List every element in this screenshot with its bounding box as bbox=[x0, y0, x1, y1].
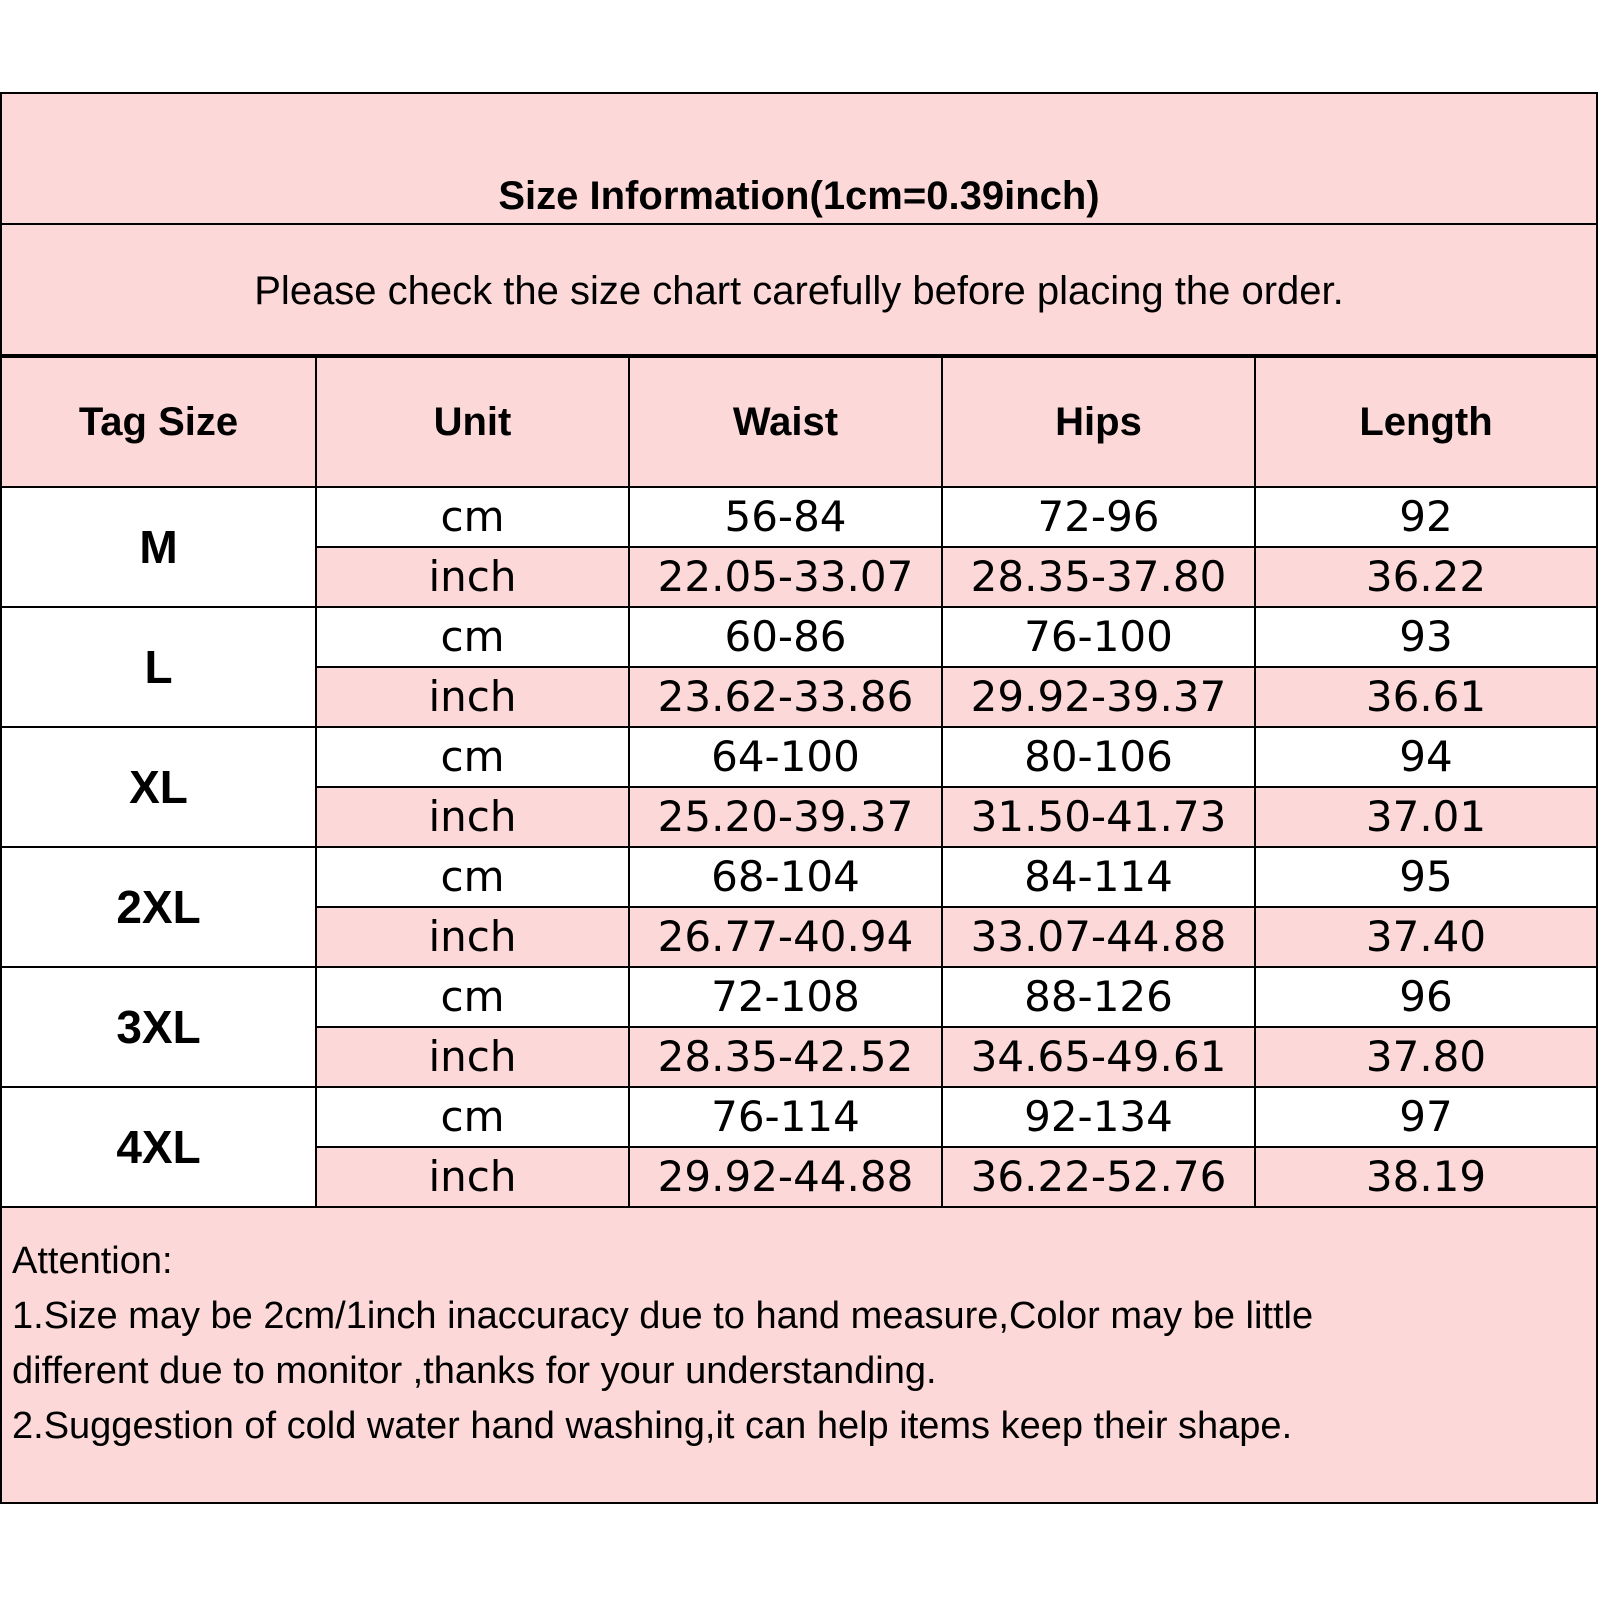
waist-cell: 22.05-33.07 bbox=[629, 547, 942, 607]
header-tag-size: Tag Size bbox=[2, 357, 316, 487]
hips-cell: 76-100 bbox=[942, 607, 1255, 667]
unit-cell: inch bbox=[316, 1027, 629, 1087]
table-row bbox=[2, 847, 1596, 907]
hips-cell: 28.35-37.80 bbox=[942, 547, 1255, 607]
size-chart bbox=[0, 92, 1598, 1504]
attention-line: different due to monitor ,thanks for your understanding. bbox=[12, 1350, 937, 1392]
table-row bbox=[2, 607, 1596, 667]
length-cell: 94 bbox=[1255, 727, 1596, 787]
unit-cell: cm bbox=[316, 727, 629, 787]
waist-cell: 23.62-33.86 bbox=[629, 667, 942, 727]
waist-cell: 56-84 bbox=[629, 487, 942, 547]
unit-cell: cm bbox=[316, 967, 629, 1027]
header-unit: Unit bbox=[316, 357, 629, 487]
waist-cell: 25.20-39.37 bbox=[629, 787, 942, 847]
length-cell: 95 bbox=[1255, 847, 1596, 907]
unit-cell: cm bbox=[316, 607, 629, 667]
length-cell: 37.40 bbox=[1255, 907, 1596, 967]
unit-cell: cm bbox=[316, 847, 629, 907]
header-waist: Waist bbox=[629, 357, 942, 487]
chart-subtitle: Please check the size chart carefully before placing the order. bbox=[254, 269, 1344, 313]
title-band bbox=[2, 94, 1596, 225]
length-cell: 97 bbox=[1255, 1087, 1596, 1147]
tag-size-cell: M bbox=[2, 487, 316, 607]
tag-size-cell: XL bbox=[2, 727, 316, 847]
hips-cell: 29.92-39.37 bbox=[942, 667, 1255, 727]
attention-notes bbox=[12, 1234, 1586, 1454]
size-table bbox=[2, 356, 1596, 1208]
hips-cell: 72-96 bbox=[942, 487, 1255, 547]
length-cell: 38.19 bbox=[1255, 1147, 1596, 1207]
attention-line: 2.Suggestion of cold water hand washing,it can help items keep their shape. bbox=[12, 1405, 1293, 1447]
hips-cell: 88-126 bbox=[942, 967, 1255, 1027]
unit-cell: inch bbox=[316, 907, 629, 967]
waist-cell: 26.77-40.94 bbox=[629, 907, 942, 967]
table-row bbox=[2, 1087, 1596, 1147]
length-cell: 37.01 bbox=[1255, 787, 1596, 847]
waist-cell: 60-86 bbox=[629, 607, 942, 667]
waist-cell: 64-100 bbox=[629, 727, 942, 787]
unit-cell: inch bbox=[316, 547, 629, 607]
waist-cell: 68-104 bbox=[629, 847, 942, 907]
tag-size-cell: L bbox=[2, 607, 316, 727]
unit-cell: cm bbox=[316, 1087, 629, 1147]
unit-cell: inch bbox=[316, 667, 629, 727]
length-cell: 36.22 bbox=[1255, 547, 1596, 607]
hips-cell: 80-106 bbox=[942, 727, 1255, 787]
table-row bbox=[2, 727, 1596, 787]
length-cell: 93 bbox=[1255, 607, 1596, 667]
unit-cell: inch bbox=[316, 1147, 629, 1207]
unit-cell: cm bbox=[316, 487, 629, 547]
waist-cell: 29.92-44.88 bbox=[629, 1147, 942, 1207]
header-length: Length bbox=[1255, 357, 1596, 487]
tag-size-cell: 4XL bbox=[2, 1087, 316, 1207]
length-cell: 92 bbox=[1255, 487, 1596, 547]
hips-cell: 92-134 bbox=[942, 1087, 1255, 1147]
attention-heading: Attention: bbox=[12, 1240, 173, 1282]
hips-cell: 33.07-44.88 bbox=[942, 907, 1255, 967]
waist-cell: 28.35-42.52 bbox=[629, 1027, 942, 1087]
hips-cell: 34.65-49.61 bbox=[942, 1027, 1255, 1087]
waist-cell: 76-114 bbox=[629, 1087, 942, 1147]
tag-size-cell: 2XL bbox=[2, 847, 316, 967]
tag-size-cell: 3XL bbox=[2, 967, 316, 1087]
length-cell: 36.61 bbox=[1255, 667, 1596, 727]
table-row bbox=[2, 967, 1596, 1027]
header-hips: Hips bbox=[942, 357, 1255, 487]
hips-cell: 31.50-41.73 bbox=[942, 787, 1255, 847]
unit-cell: inch bbox=[316, 787, 629, 847]
header-row bbox=[2, 357, 1596, 487]
hips-cell: 84-114 bbox=[942, 847, 1255, 907]
attention-line: 1.Size may be 2cm/1inch inaccuracy due to hand measure,Color may be little bbox=[12, 1295, 1314, 1337]
length-cell: 37.80 bbox=[1255, 1027, 1596, 1087]
table-row bbox=[2, 487, 1596, 547]
chart-title: Size Information(1cm=0.39inch) bbox=[498, 174, 1100, 218]
hips-cell: 36.22-52.76 bbox=[942, 1147, 1255, 1207]
subtitle-band bbox=[2, 225, 1596, 356]
length-cell: 96 bbox=[1255, 967, 1596, 1027]
waist-cell: 72-108 bbox=[629, 967, 942, 1027]
